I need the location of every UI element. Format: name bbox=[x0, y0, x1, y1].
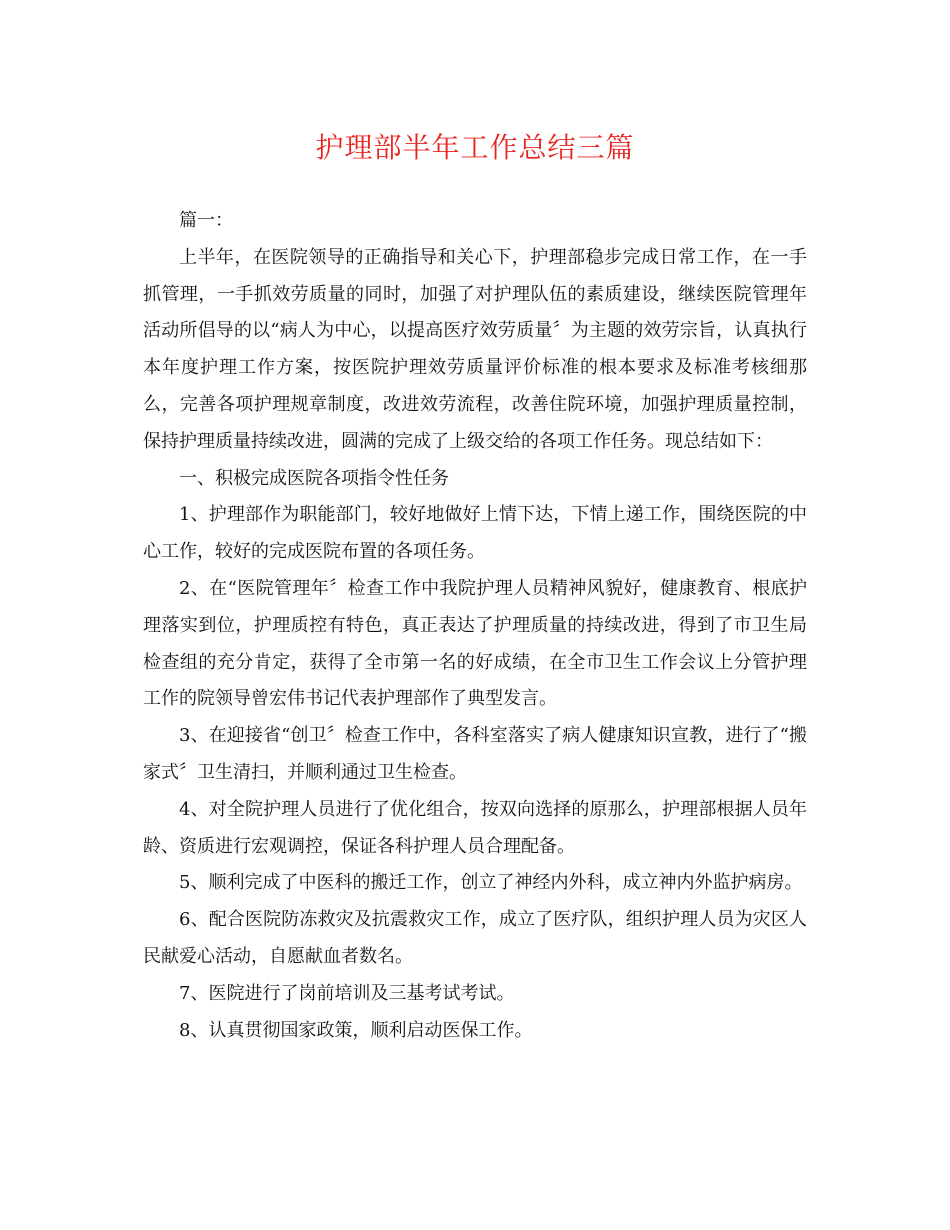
document-body bbox=[143, 203, 807, 1049]
list-item-8: 8、认真贯彻国家政策，顺利启动医保工作。 bbox=[179, 1019, 533, 1041]
list-item-1: 1、护理部作为职能部门，较好地做好上情下达，下情上递工作，围绕医院的中心工作，较好的完成医院布置的各项任务。 bbox=[143, 504, 807, 563]
list-item-7: 7、医院进行了岗前培训及三基考试考试。 bbox=[179, 982, 515, 1004]
list-item-3: 3、在迎接省“创卫〞检查工作中，各科室落实了病人健康知识宣教，进行了“搬家式〞卫生清扫，并顺利通过卫生检查。 bbox=[143, 725, 807, 783]
list-item-6: 6、配合医院防冻救灾及抗震救灾工作，成立了医疗队，组织护理人员为灾区人民献爱心活动，自愿献血者数名。 bbox=[143, 909, 807, 967]
document-title: 护理部半年工作总结三篇 bbox=[315, 131, 635, 164]
list-item-5: 5、顺利完成了中医科的搬迁工作，创立了神经内外科，成立神内外监护病房。 bbox=[179, 872, 803, 894]
list-item-2: 2、在“医院管理年〞检查工作中我院护理人员精神风貌好，健康教育、根底护理落实到位，护理质控有特色，真正表达了护理质量的持续改进，得到了市卫生局检查组的充分肯定，获得了全市第一名的好成绩，在全市卫生工作会议上分管护理工作的院领导曾宏伟书记代表护理部作了典型发言。 bbox=[143, 577, 807, 710]
section-heading-part-one: 篇一： bbox=[179, 210, 233, 231]
intro-paragraph: 上半年，在医院领导的正确指导和关心下，护理部稳步完成日常工作，在一手抓管理，一手抓效劳质量的同时，加强了对护理队伍的素质建设，继续医院管理年活动所倡导的以“病人为中心，以提高医疗效劳质量〞为主题的效劳宗旨，认真执行本年度护理工作方案，按医院护理效劳质量评价标准的根本要求及标准考核细那么，完善各项护理规章制度，改进效劳流程，改善住院环境，加强护理质量控制，保持护理质量持续改进，圆满的完成了上级交给的各项工作任务。现总结如下： bbox=[143, 246, 807, 452]
section-heading-1: 一、积极完成医院各项指令性任务 bbox=[179, 467, 449, 489]
list-item-4: 4、对全院护理人员进行了优化组合，按双向选择的原那么，护理部根据人员年龄、资质进行宏观调控，保证各科护理人员合理配备。 bbox=[143, 798, 807, 857]
